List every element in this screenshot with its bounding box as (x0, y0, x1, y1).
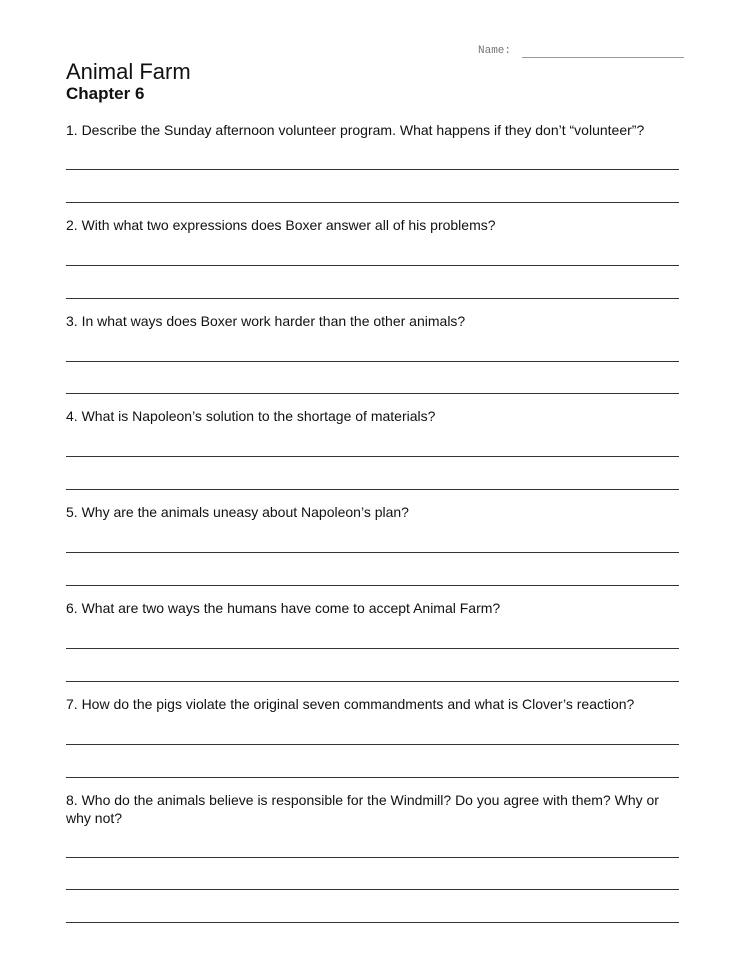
name-label: Name: (478, 45, 512, 57)
answer-line[interactable] (66, 361, 679, 362)
answer-line[interactable] (66, 744, 679, 745)
answer-line[interactable] (66, 169, 679, 170)
answer-line[interactable] (66, 552, 679, 553)
answer-line[interactable] (66, 857, 679, 858)
answer-line[interactable] (66, 585, 679, 586)
question-8: 8. Who do the animals believe is responsible for the Windmill? Do you agree with them? Why or why not? (66, 792, 659, 826)
worksheet-title: Animal Farm (66, 59, 191, 84)
answer-line[interactable] (66, 489, 679, 490)
chapter-heading: Chapter 6 (66, 84, 145, 103)
answer-line[interactable] (66, 922, 679, 923)
question-7: 7. How do the pigs violate the original seven commandments and what is Clover’s reaction? (66, 696, 635, 712)
question-6: 6. What are two ways the humans have come to accept Animal Farm? (66, 600, 501, 616)
answer-line[interactable] (66, 202, 679, 203)
answer-line[interactable] (66, 456, 679, 457)
name-field-line[interactable] (522, 57, 684, 58)
answer-line[interactable] (66, 393, 679, 394)
question-2: 2. With what two expressions does Boxer answer all of his problems? (66, 217, 496, 233)
answer-line[interactable] (66, 777, 679, 778)
question-5: 5. Why are the animals uneasy about Napoleon’s plan? (66, 504, 409, 520)
answer-line[interactable] (66, 648, 679, 649)
answer-line[interactable] (66, 265, 679, 266)
answer-line[interactable] (66, 298, 679, 299)
question-1: 1. Describe the Sunday afternoon volunteer program. What happens if they don’t “volunteer”? (66, 122, 645, 138)
question-4: 4. What is Napoleon’s solution to the shortage of materials? (66, 408, 436, 424)
answer-line[interactable] (66, 889, 679, 890)
question-3: 3. In what ways does Boxer work harder than the other animals? (66, 313, 466, 329)
answer-line[interactable] (66, 681, 679, 682)
